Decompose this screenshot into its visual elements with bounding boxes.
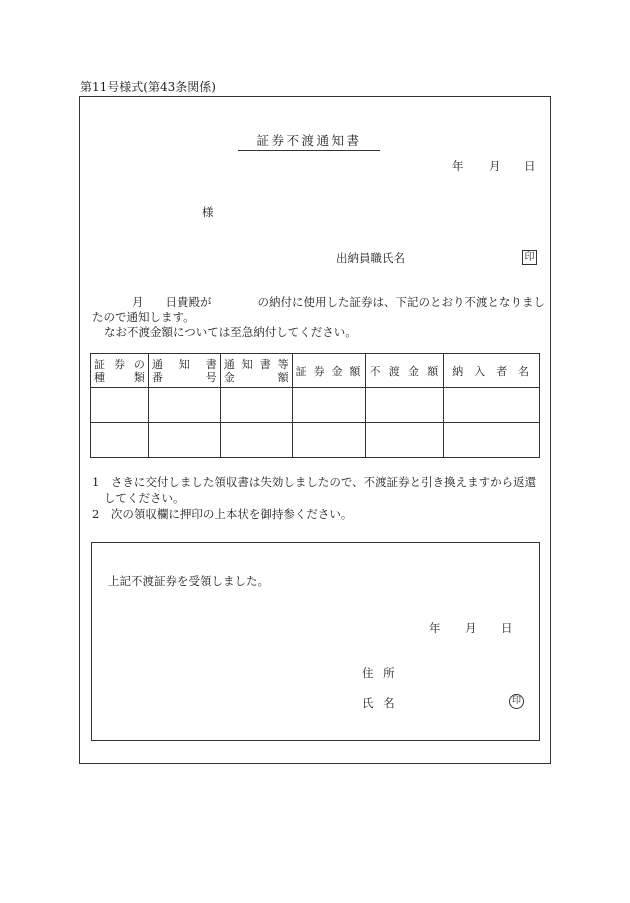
body-line-2: たので通知します。 [92, 310, 195, 324]
table-cell [366, 423, 444, 458]
address-label: 住 所 [362, 666, 398, 680]
table-header-row [91, 354, 540, 388]
table-cell [148, 423, 220, 458]
receipt-month-label: 月 [465, 621, 477, 635]
note-2: 2 次の領収欄に押印の上本状を御持参ください。 [92, 507, 353, 521]
header-notice-number: 通 知 書 番 号 [148, 354, 220, 388]
date-month-label: 月 [489, 159, 501, 173]
table-cell [148, 388, 220, 423]
form-label: 第11号様式(第43条関係) [80, 80, 216, 94]
receipt-year-label: 年 [429, 621, 441, 635]
note-1: 1 さきに交付しました領収書は失効しましたので、不渡証券と引き換えますから返還 [92, 475, 537, 489]
table-row [91, 423, 540, 458]
table-row [91, 388, 540, 423]
table-cell [220, 388, 292, 423]
header-security-type: 証券の 種 類 [91, 354, 149, 388]
table-cell [444, 388, 540, 423]
header-notice-amount: 通知書等 金 額 [220, 354, 292, 388]
name-label: 氏 名 [362, 696, 398, 710]
header-payer-name: 納入者名 [444, 354, 540, 388]
table-cell [220, 423, 292, 458]
table-cell [91, 388, 149, 423]
date-day-label: 日 [524, 159, 536, 173]
header-dishonored-amount: 不渡金額 [366, 354, 444, 388]
table-cell [444, 423, 540, 458]
body-payment-phrase: の納付に使用した証券は、下記のとおり不渡となりまし [257, 295, 545, 309]
note-1-continued: してください。 [104, 491, 185, 505]
table-cell [91, 423, 149, 458]
date-year-label: 年 [452, 159, 464, 173]
receipt-box [91, 542, 540, 741]
receipt-statement: 上記不渡証券を受領しました。 [108, 574, 269, 588]
table-cell [292, 388, 366, 423]
body-month: 月 [132, 295, 144, 309]
table-cell [292, 423, 366, 458]
notes [92, 474, 552, 522]
receipt-seal-mark: 印 [509, 694, 524, 709]
body-line-3: なお不渡金額については至急納付してください。 [104, 325, 357, 339]
official-name-label: 出納員職氏名 [336, 251, 405, 265]
addressee-suffix: 様 [202, 205, 214, 219]
seal-mark: 印 [522, 250, 537, 265]
receipt-day-label: 日 [501, 621, 513, 635]
notice-body [92, 295, 552, 340]
body-day-suffix: 日貴殿が [165, 295, 212, 309]
table-cell [366, 388, 444, 423]
document-title: 証券不渡通知書 [238, 131, 380, 151]
header-security-amount: 証券金額 [292, 354, 366, 388]
securities-table [90, 353, 540, 458]
